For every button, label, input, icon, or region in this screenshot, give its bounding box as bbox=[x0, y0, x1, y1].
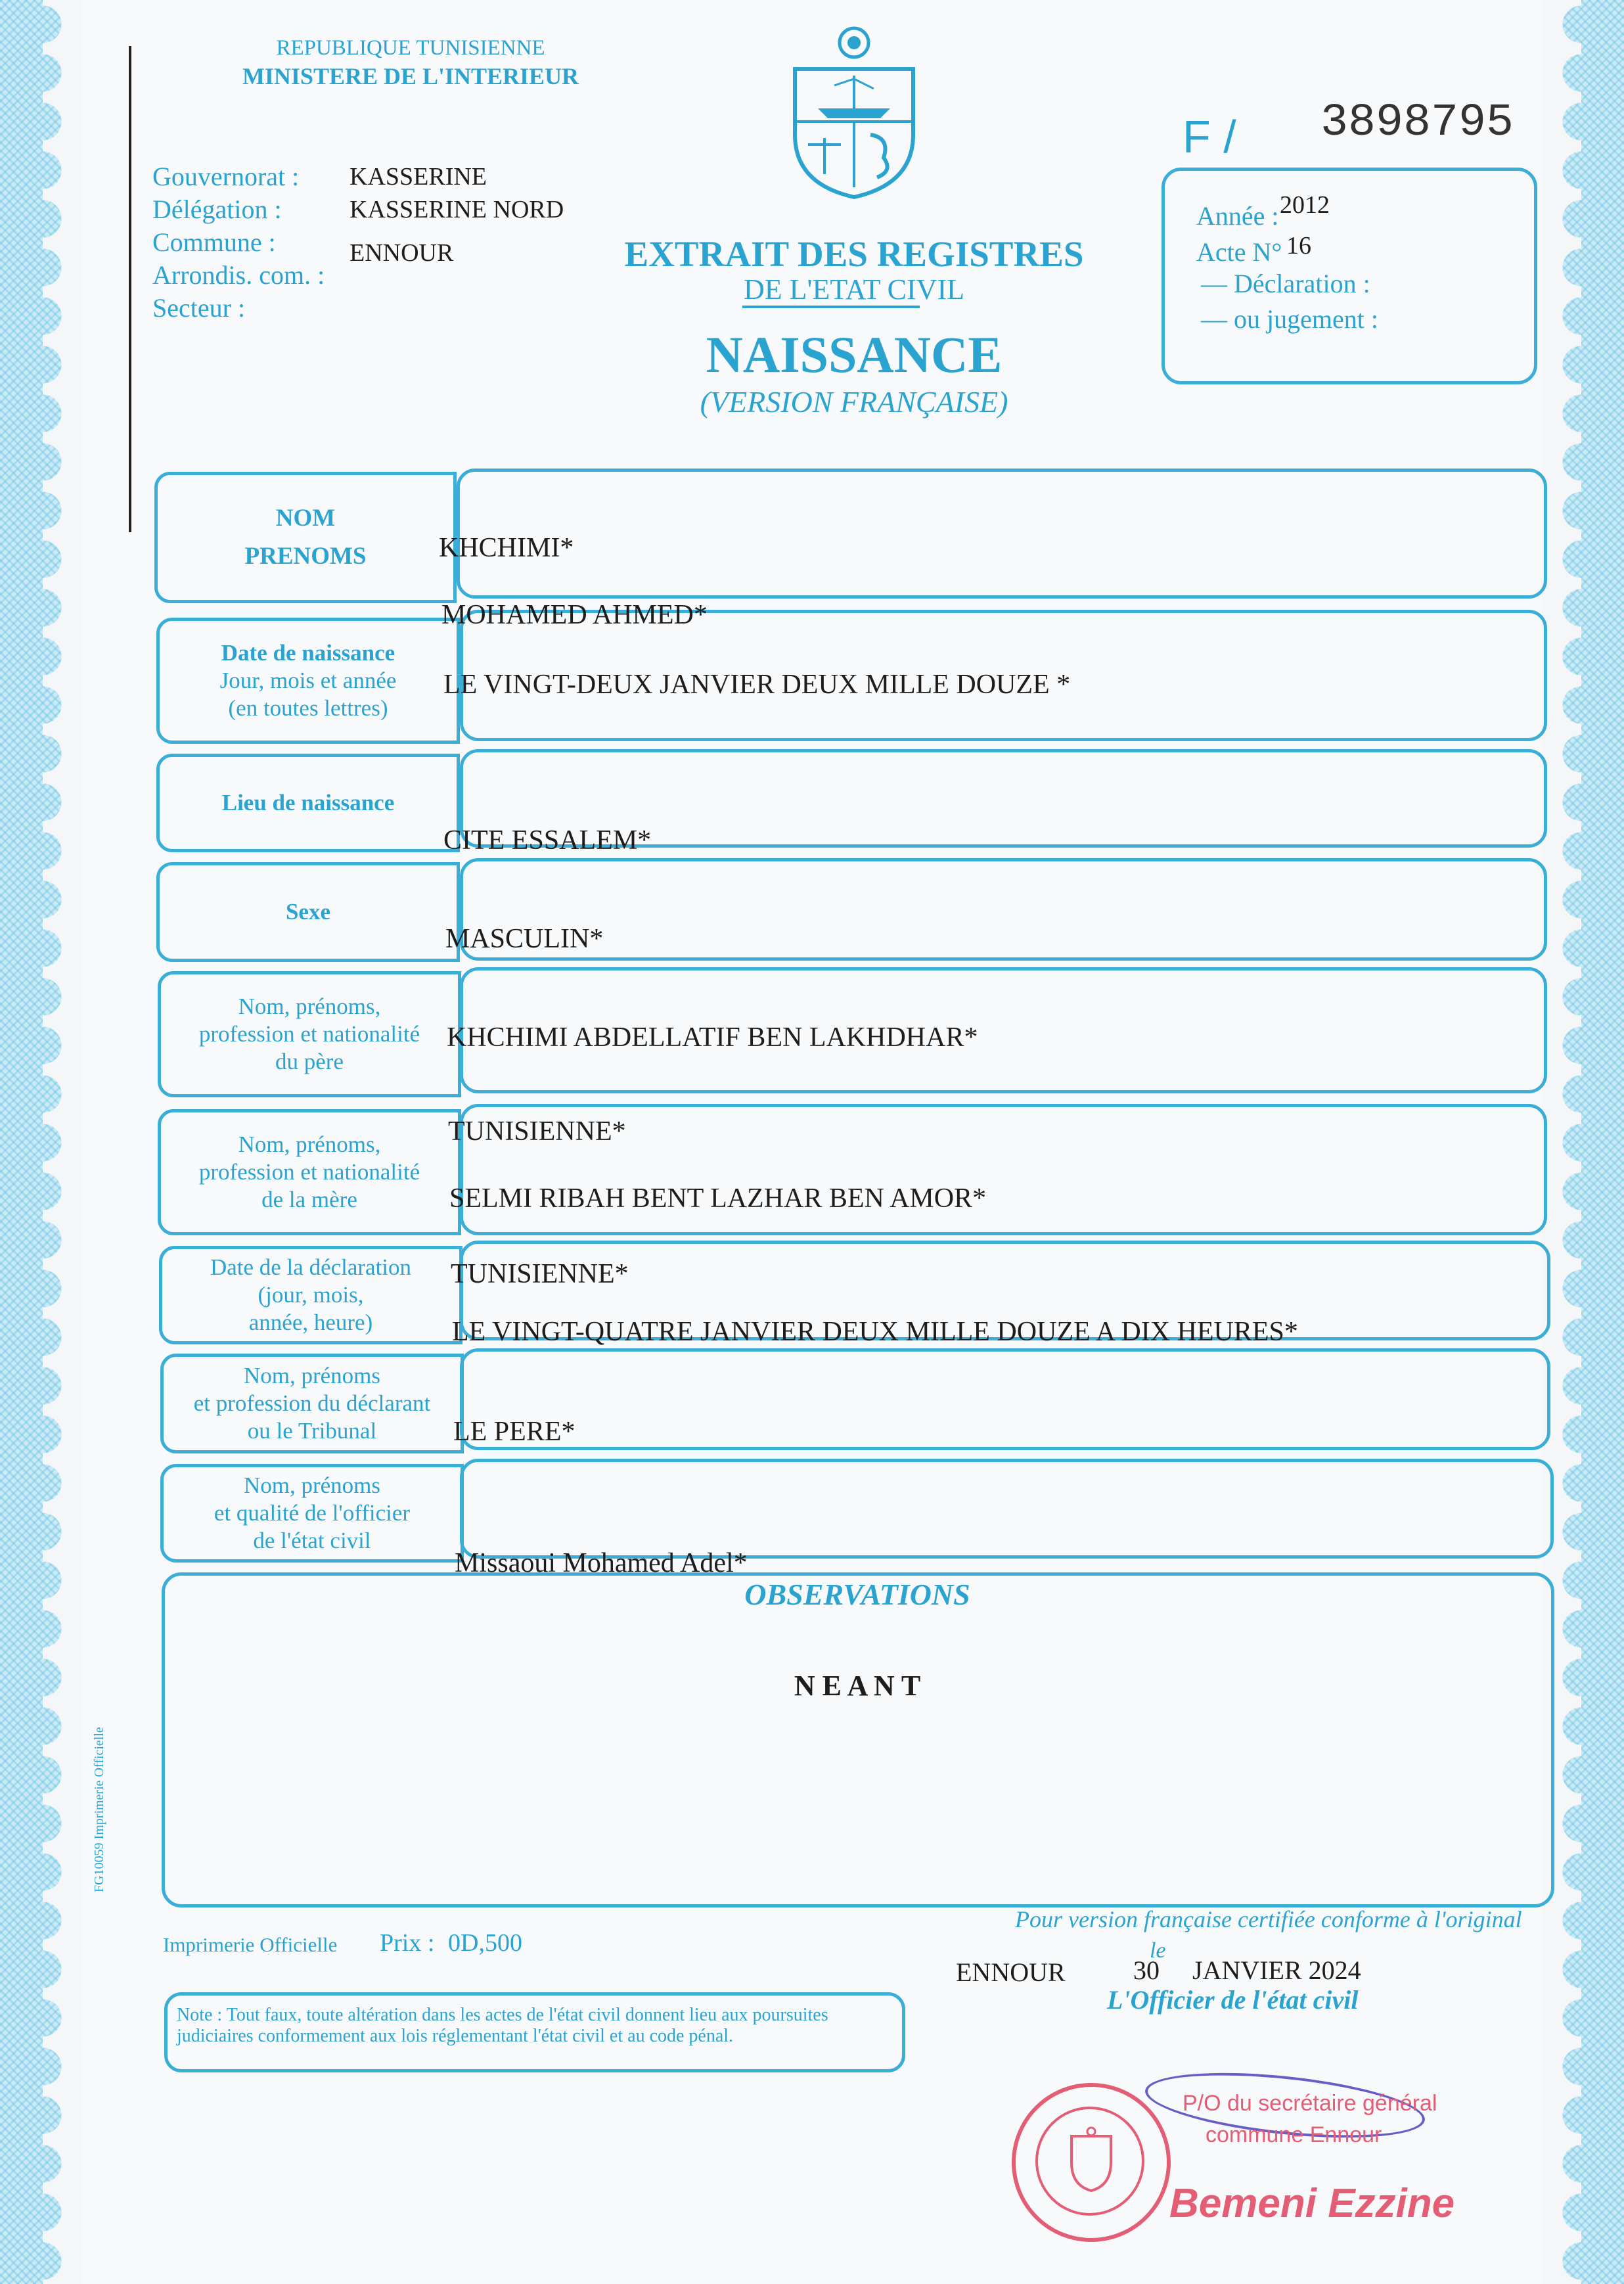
officier-label-2: et qualité de l'officier bbox=[214, 1500, 411, 1526]
stamp-signature: Bemeni Ezzine bbox=[1169, 2181, 1455, 2226]
date-label-box bbox=[156, 618, 460, 744]
observations-value: N E A N T bbox=[794, 1670, 921, 1702]
stamp-line-1: P/O du secrétaire général bbox=[1183, 2091, 1437, 2116]
nom-value-box bbox=[457, 468, 1547, 599]
mere-value: SELMI RIBAH BENT LAZHAR BEN AMOR* bbox=[449, 1183, 987, 1214]
annee-label: Année : bbox=[1196, 201, 1279, 231]
right-wave-edge bbox=[1542, 0, 1581, 2284]
date-label-3: (en toutes lettres) bbox=[228, 695, 388, 721]
le-text: le bbox=[1150, 1938, 1166, 1963]
republic-text: REPUBLIQUE TUNISIENNE bbox=[276, 36, 545, 60]
month-year-value: JANVIER 2024 bbox=[1192, 1955, 1361, 1985]
stamp-line-2: commune Ennour bbox=[1206, 2122, 1382, 2147]
mere-label-3: de la mère bbox=[261, 1187, 357, 1212]
jugement-label: — ou jugement : bbox=[1201, 304, 1378, 334]
declaration-label: — Déclaration : bbox=[1201, 269, 1370, 298]
pere-value: KHCHIMI ABDELLATIF BEN LAKHDHAR* bbox=[447, 1022, 978, 1053]
pere-label-1: Nom, prénoms, bbox=[238, 994, 381, 1019]
prenoms-value: MOHAMED AHMED* bbox=[441, 600, 708, 630]
pere-label-2: profession et nationalité bbox=[198, 1021, 420, 1047]
legal-note-box bbox=[164, 1992, 905, 2072]
declarant-value-box bbox=[460, 1348, 1550, 1450]
observations-title: OBSERVATIONS bbox=[744, 1578, 970, 1611]
nom-value: KHCHIMI* bbox=[439, 533, 574, 563]
title-line1: EXTRAIT DES REGISTRES bbox=[624, 234, 1084, 274]
acte-box bbox=[1162, 168, 1537, 384]
acte-number-value: 16 bbox=[1286, 232, 1311, 260]
serial-prefix: F / bbox=[1183, 111, 1236, 162]
declarant-label-1: Nom, prénoms bbox=[243, 1363, 381, 1388]
secteur-label: Secteur : bbox=[152, 293, 246, 323]
imprimerie-text: Imprimerie Officielle bbox=[163, 1933, 338, 1956]
mere-nationality: TUNISIENNE* bbox=[451, 1259, 629, 1289]
lieu-label: Lieu de naissance bbox=[221, 790, 395, 815]
commune-value: ENNOUR bbox=[350, 239, 454, 267]
officier-label-box bbox=[160, 1464, 464, 1563]
commune-label: Commune : bbox=[152, 227, 276, 257]
nom-label: NOM bbox=[275, 505, 336, 532]
gouvernorat-label: Gouvernorat : bbox=[152, 162, 300, 191]
gouvernorat-value: KASSERINE bbox=[350, 163, 487, 191]
annee-value: 2012 bbox=[1280, 191, 1330, 219]
lieu-naissance-value: CITE ESSALEM* bbox=[443, 825, 652, 856]
nom-label-box bbox=[154, 472, 457, 603]
decl-label-1: Date de la déclaration bbox=[210, 1254, 412, 1280]
delegation-label: Délégation : bbox=[152, 194, 282, 224]
serial-number: 3898795 bbox=[1320, 97, 1514, 149]
officier-label-3: de l'état civil bbox=[253, 1528, 371, 1553]
mere-label-box bbox=[158, 1109, 461, 1235]
prix-label: Prix : bbox=[380, 1929, 435, 1957]
sexe-label-box bbox=[156, 862, 460, 962]
declarant-label-2: et profession du déclarant bbox=[193, 1390, 431, 1416]
delegation-value: KASSERINE NORD bbox=[350, 196, 564, 223]
date-label-2: Jour, mois et année bbox=[219, 668, 397, 693]
officier-value: Missaoui Mohamed Adel* bbox=[455, 1548, 748, 1578]
title-underline bbox=[742, 306, 920, 308]
declarant-value: LE PERE* bbox=[453, 1417, 575, 1447]
arrondissement-label: Arrondis. com. : bbox=[152, 260, 325, 290]
prix-value: 0D,500 bbox=[448, 1929, 522, 1957]
side-print-code: FG10059 Imprimerie Officielle bbox=[92, 1727, 106, 1892]
decl-label-3: année, heure) bbox=[248, 1310, 373, 1335]
date-label-1: Date de naissance bbox=[221, 640, 395, 666]
certification-text: Pour version française certifiée conforme à l'original bbox=[1015, 1906, 1522, 1932]
coat-of-arms-emblem bbox=[785, 23, 923, 200]
stamp-emblem-icon bbox=[1065, 2126, 1117, 2192]
officier-label-1: Nom, prénoms bbox=[243, 1473, 381, 1498]
declaration-date-value: LE VINGT-QUATRE JANVIER DEUX MILLE DOUZE A DIX HEURES* bbox=[452, 1317, 1298, 1347]
decl-label-2: (jour, mois, bbox=[258, 1282, 364, 1308]
day-value: 30 bbox=[1133, 1955, 1160, 1985]
officier-title: L'Officier de l'état civil bbox=[1107, 1985, 1359, 2015]
margin-line bbox=[129, 46, 131, 532]
place-value: ENNOUR bbox=[956, 1957, 1066, 1987]
observations-box bbox=[162, 1572, 1554, 1907]
officier-value-box bbox=[460, 1459, 1554, 1559]
title-main: NAISSANCE bbox=[706, 326, 1003, 383]
legal-note: Note : Tout faux, toute altération dans les actes de l'état civil donnent lieu aux poursuites judiciaires conformement aux lois réglementant l'état civil et au code pénal. bbox=[177, 2005, 828, 2046]
pere-nationality: TUNISIENNE* bbox=[448, 1116, 626, 1147]
ministry-text: MINISTERE DE L'INTERIEUR bbox=[242, 63, 579, 89]
acte-number-label: Acte N° bbox=[1196, 237, 1282, 267]
pere-label-3: du père bbox=[275, 1049, 344, 1074]
official-round-stamp bbox=[1012, 2083, 1171, 2242]
declarant-label-box bbox=[160, 1354, 464, 1453]
lieu-label-box bbox=[156, 754, 460, 852]
decl-label-box bbox=[159, 1246, 462, 1344]
title-version: (VERSION FRANÇAISE) bbox=[700, 385, 1008, 419]
title-line2: DE L'ETAT CIVIL bbox=[744, 273, 964, 306]
date-naissance-value: LE VINGT-DEUX JANVIER DEUX MILLE DOUZE * bbox=[443, 670, 1071, 700]
sexe-value: MASCULIN* bbox=[445, 924, 604, 954]
mere-label-2: profession et nationalité bbox=[198, 1159, 420, 1185]
pere-label-box bbox=[158, 971, 461, 1097]
left-wave-edge bbox=[43, 0, 82, 2284]
sexe-label: Sexe bbox=[285, 899, 331, 925]
declarant-label-3: ou le Tribunal bbox=[247, 1418, 377, 1444]
sexe-value-box bbox=[460, 858, 1547, 961]
prenoms-label: PRENOMS bbox=[244, 543, 367, 570]
mere-label-1: Nom, prénoms, bbox=[238, 1131, 381, 1157]
